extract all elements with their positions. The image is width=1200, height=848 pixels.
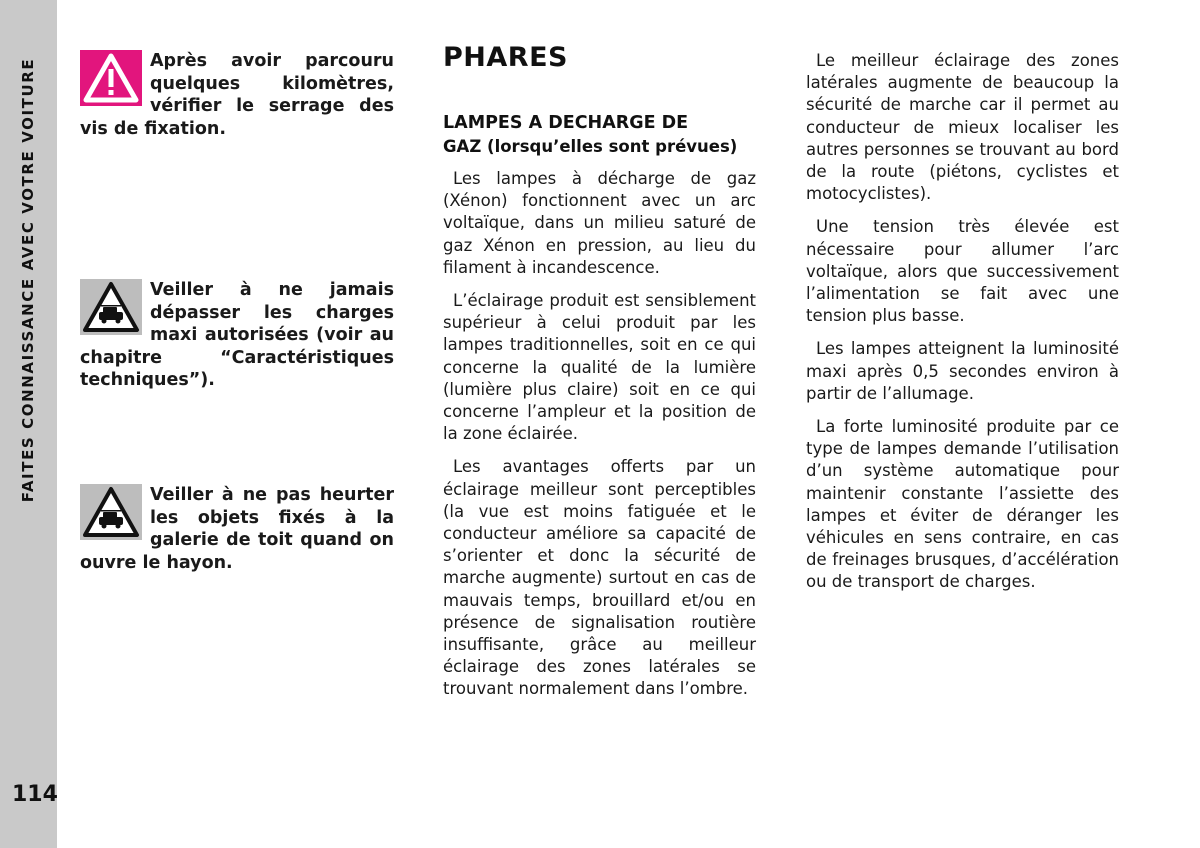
subtitle-line-1: LAMPES A DECHARGE DE xyxy=(443,113,689,133)
text-column-3 xyxy=(806,50,1119,605)
sidebar-chapter-title: FAITES CONNAISSANCE AVEC VOTRE VOITURE xyxy=(19,57,37,503)
paragraph: Les lampes à décharge de gaz (Xénon) fonctionnent avec un arc voltaïque, dans un milieu saturé de gaz Xénon en pression, au lieu du filament à incandescence. xyxy=(443,169,756,277)
warning-text: Après avoir parcouru quelques kilomètres, vérifier le serrage des vis de fixation. xyxy=(80,51,394,139)
warning-box-roof-rack xyxy=(80,484,394,574)
section-subtitle xyxy=(443,111,763,159)
warning-text: Veiller à ne pas heurter les objets fixés à la galerie de toit quand on ouvre le hayon. xyxy=(80,485,394,573)
car-roof-load-icon xyxy=(80,279,142,335)
page-number: 114 xyxy=(12,782,58,807)
paragraph: Le meilleur éclairage des zones latérales augmente de beaucoup la sécurité de marche car il permet au conducteur de mieux localiser les autres personnes se trouvant au bord de la route (piétons, cyclistes et motocyclistes). xyxy=(806,51,1119,204)
warning-text: Veiller à ne jamais dépasser les charges maxi autorisées (voir au chapitre “Caractéristiques techniques”). xyxy=(80,280,394,390)
text-column-2 xyxy=(443,168,756,712)
sidebar xyxy=(0,0,57,848)
paragraph: L’éclairage produit est sensiblement supérieur à celui produit par les lampes traditionnelles, soit en ce qui concerne la qualité de la lumière (lumière plus claire) soit en ce qui concerne l’ampleur et la position de la zone éclairée. xyxy=(443,291,756,444)
paragraph: Les avantages offerts par un éclairage meilleur sont perceptibles (la vue est moins fatiguée et le conducteur améliore sa capacité de s’orienter et donc la sécurité de marche augmente) surtout en cas de mauvais temps, brouillard et/ou en présence de signalisation routière insuffisante, grâce au meilleur éclairage des zones latérales se trouvant normalement dans l’ombre. xyxy=(443,457,756,699)
subtitle-line-2: GAZ (lorsqu’elles sont prévues) xyxy=(443,137,738,156)
section-title: PHARES xyxy=(443,42,568,73)
triangle-warning-icon xyxy=(80,50,142,106)
paragraph: Les lampes atteignent la luminosité maxi après 0,5 secondes environ à partir de l’allumage. xyxy=(806,339,1119,403)
paragraph: Une tension très élevée est nécessaire pour allumer l’arc voltaïque, alors que successivement l’alimentation se fait avec une tension plus basse. xyxy=(806,217,1119,326)
warning-box-wheel-bolts xyxy=(80,50,394,140)
car-roof-load-icon xyxy=(80,484,142,540)
paragraph: La forte luminosité produite par ce type de lampes demande l’utilisation d’un système automatique pour maintenir constante l’assiette des lampes et éviter de déranger les véhicules en sens contraire, en cas de freinages brusques, d’accélération ou de transport de charges. xyxy=(806,417,1119,592)
warning-box-max-load xyxy=(80,279,394,392)
